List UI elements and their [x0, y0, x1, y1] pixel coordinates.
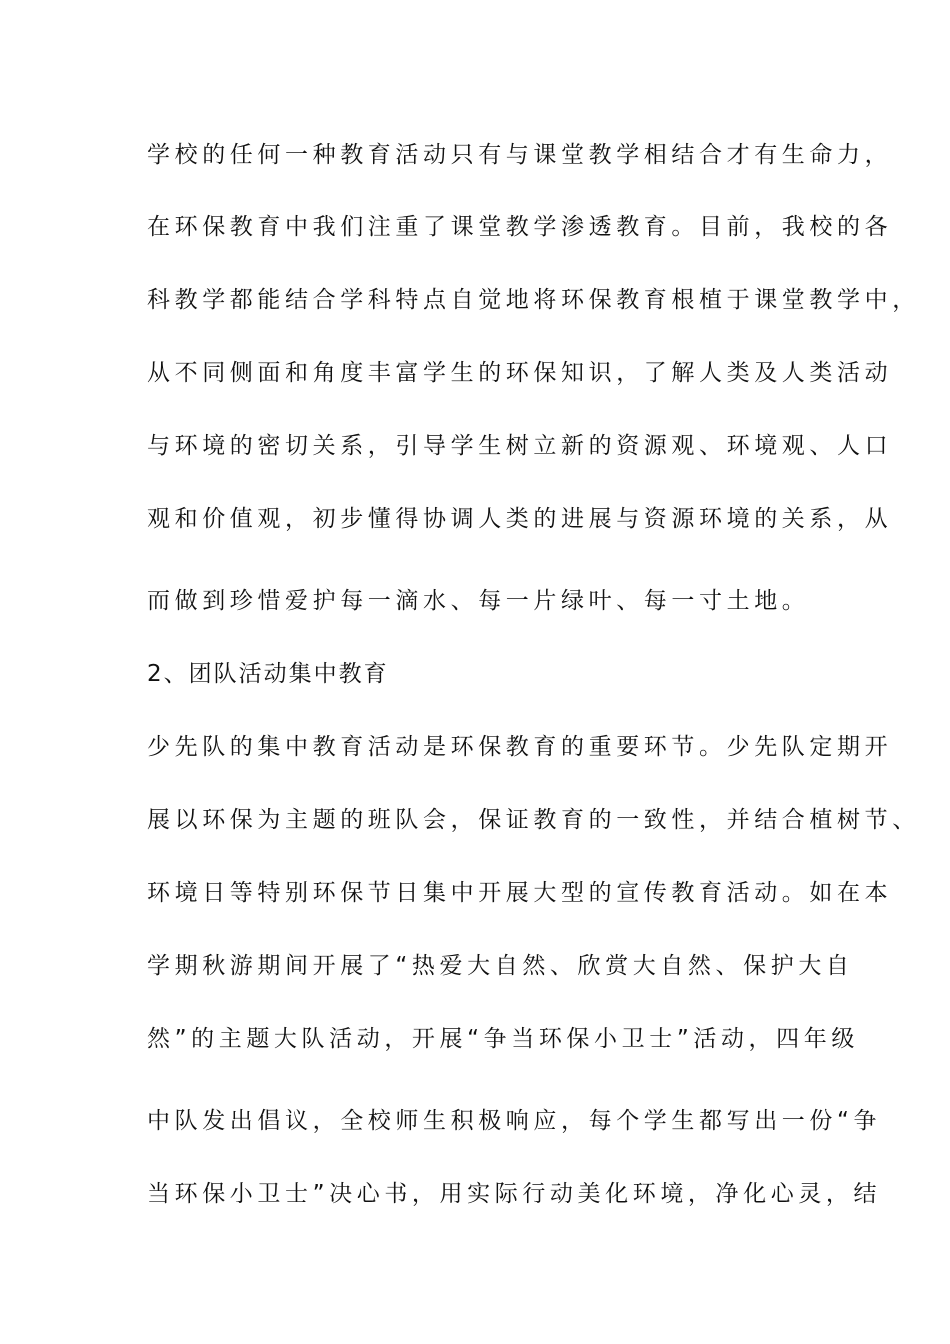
paragraph-line: 然”的主题大队活动，开展“争当环保小卫士”活动，四年级 [147, 1026, 859, 1052]
paragraph-line: 而做到珍惜爱护每一滴水、每一片绿叶、每一寸土地。 [147, 588, 810, 614]
paragraph-line: 展以环保为主题的班队会，保证教育的一致性，并结合植树节、 [147, 807, 920, 833]
paragraph-line: 少先队的集中教育活动是环保教育的重要环节。少先队定期开 [147, 734, 893, 760]
paragraph-line: 科教学都能结合学科特点自觉地将环保教育根植于课堂教学中， [147, 287, 920, 313]
paragraph-line: 在环保教育中我们注重了课堂教学渗透教育。目前，我校的各 [147, 214, 893, 240]
paragraph-line: 中队发出倡议，全校师生积极响应，每个学生都写出一份“争 [147, 1108, 882, 1134]
paragraph-line: 观和价值观，初步懂得协调人类的进展与资源环境的关系，从 [147, 506, 893, 532]
paragraph-line: 学校的任何一种教育活动只有与课堂教学相结合才有生命力， [147, 142, 893, 168]
paragraph-line: 从不同侧面和角度丰富学生的环保知识，了解人类及人类活动 [147, 360, 893, 386]
section-heading: 2、团队活动集中教育 [147, 661, 389, 687]
paragraph-line: 环境日等特别环保节日集中开展大型的宣传教育活动。如在本 [147, 880, 893, 906]
paragraph-line: 当环保小卫士”决心书，用实际行动美化环境，净化心灵，结 [147, 1181, 882, 1207]
paragraph-line: 与环境的密切关系，引导学生树立新的资源观、环境观、人口 [147, 433, 893, 459]
paragraph-line: 学期秋游期间开展了“热爱大自然、欣赏大自然、保护大自 [147, 953, 854, 979]
